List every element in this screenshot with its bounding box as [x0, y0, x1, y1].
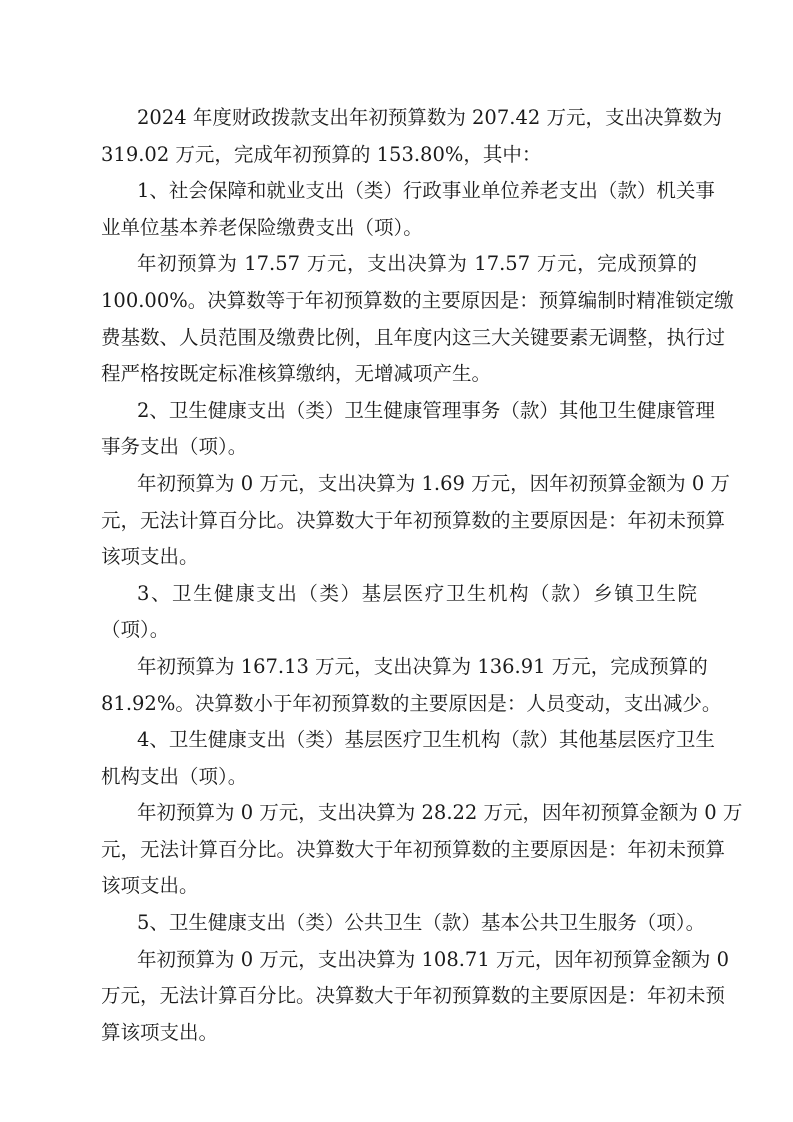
- text-line: 100.00%。决算数等于年初预算数的主要原因是：预算编制时精准锁定缴: [101, 288, 734, 312]
- text-line: 1、社会保障和就业支出（类）行政事业单位养老支出（款）机关事: [137, 179, 715, 203]
- text-line: 机构支出（项）。: [101, 764, 248, 788]
- text-line: （项）。: [101, 618, 170, 642]
- paragraph: [101, 649, 722, 722]
- paragraph: [101, 722, 715, 795]
- text-line: 5、卫生健康支出（类）公共卫生（款）基本公共卫生服务（项）。: [137, 911, 706, 935]
- text-line: 4、卫生健康支出（类）基层医疗卫生机构（款）其他基层医疗卫生: [137, 728, 715, 752]
- paragraph: [101, 905, 706, 942]
- text-line: 年初预算为 0 万元，支出决算为 1.69 万元，因年初预算金额为 0 万: [137, 471, 730, 495]
- document-body: [101, 100, 743, 1051]
- paragraph: [101, 466, 730, 576]
- text-line: 年初预算为 0 万元，支出决算为 108.71 万元，因年初预算金额为 0: [137, 947, 730, 971]
- paragraph: [101, 100, 722, 173]
- paragraph: [101, 795, 743, 905]
- paragraph: [101, 576, 697, 649]
- text-line: 元，无法计算百分比。决算数大于年初预算数的主要原因是：年初未预算: [101, 508, 726, 532]
- text-line: 元，无法计算百分比。决算数大于年初预算数的主要原因是：年初未预算: [101, 837, 726, 861]
- text-line: 319.02 万元，完成年初预算的 153.80%，其中：: [101, 142, 542, 166]
- text-line: 3、卫生健康支出（类）基层医疗卫生机构（款）乡镇卫生院: [137, 581, 697, 605]
- text-line: 年初预算为 167.13 万元，支出决算为 136.91 万元，完成预算的: [137, 654, 708, 678]
- text-line: 业单位基本养老保险缴费支出（项）。: [101, 215, 423, 239]
- text-line: 该项支出。: [101, 874, 199, 898]
- text-line: 年初预算为 17.57 万元，支出决算为 17.57 万元，完成预算的: [137, 252, 697, 276]
- text-line: 2024 年度财政拨款支出年初预算数为 207.42 万元，支出决算数为: [137, 106, 722, 129]
- text-line: 费基数、人员范围及缴费比例，且年度内这三大关键要素无调整，执行过: [101, 325, 726, 349]
- paragraph: [101, 393, 715, 466]
- text-line: 万元，无法计算百分比。决算数大于年初预算数的主要原因是：年初未预: [101, 984, 726, 1008]
- paragraph: [101, 246, 734, 392]
- text-line: 程严格按既定标准核算缴纳，无增减项产生。: [101, 362, 492, 386]
- text-line: 2、卫生健康支出（类）卫生健康管理事务（款）其他卫生健康管理: [137, 398, 715, 422]
- text-line: 事务支出（项）。: [101, 435, 248, 459]
- text-line: 年初预算为 0 万元，支出决算为 28.22 万元，因年初预算金额为 0 万: [137, 801, 743, 825]
- text-line: 该项支出。: [101, 545, 199, 569]
- text-line: 算该项支出。: [101, 1020, 219, 1044]
- paragraph: [101, 942, 730, 1052]
- paragraph: [101, 173, 715, 246]
- text-line: 81.92%。决算数小于年初预算数的主要原因是：人员变动，支出减少。: [101, 691, 722, 715]
